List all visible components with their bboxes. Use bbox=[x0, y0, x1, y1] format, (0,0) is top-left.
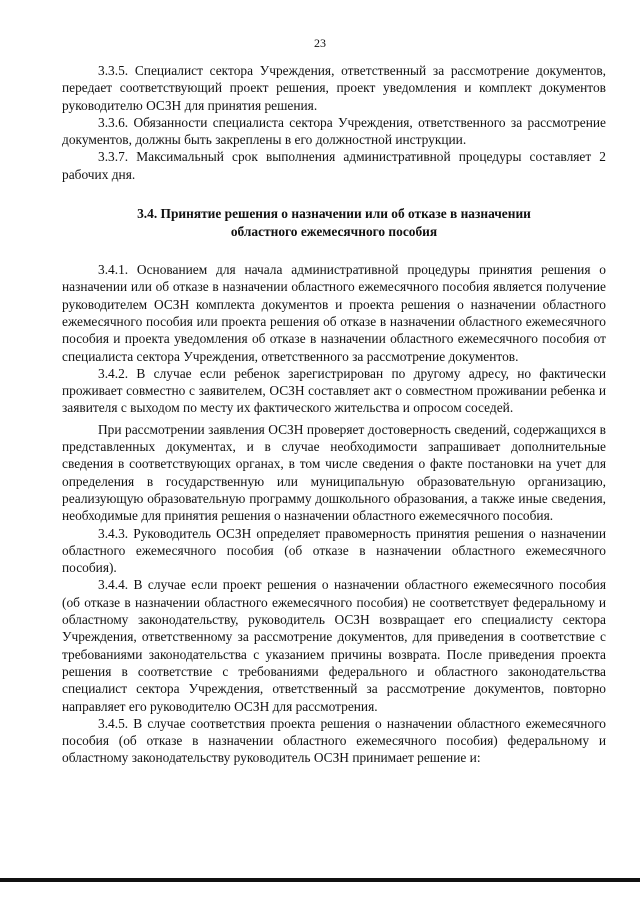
paragraph-3-3-5: 3.3.5. Специалист сектора Учреждения, ответственный за рассмотрение документов, передает соответствующий проект решения, проект уведомления и комплект документов руководителю ОСЗН для принятия решения. bbox=[62, 63, 606, 113]
paragraph-3-3-7: 3.3.7. Максимальный срок выполнения административной процедуры составляет 2 рабочих дня. bbox=[62, 149, 606, 182]
document-body bbox=[62, 62, 606, 767]
paragraph-3-4-2: 3.4.2. В случае если ребенок зарегистрирован по другому адресу, но фактически проживает совместно с заявителем, ОСЗН составляет акт о совместном проживании ребенка и заявителя с выходом по месту их фактического жительства и опросом соседей. bbox=[62, 365, 606, 416]
paragraph-3-4-4: 3.4.4. В случае если проект решения о назначении областного ежемесячного пособия (об отказе в назначении областного ежемесячного пособия) не соответствует федеральному и областному законодательству, руководитель ОСЗН возвращает его специалисту сектора Учреждения, ответственному за рассмотрение документов, для приведения в соответствие с требованиями законодательства с указанием причины возврата. После приведения проекта решения в соответствие с требованиями федерального и областного законодательства специалист сектора Учреждения, ответственный за рассмотрение документов, повторно направляет его руководителю ОСЗН для рассмотрения. bbox=[62, 577, 606, 714]
paragraph-3-3-6: 3.3.6. Обязанности специалиста сектора Учреждения, ответственного за рассмотрение документов, должны быть закреплены в его должностной инструкции. bbox=[62, 114, 606, 148]
paragraph-verification: При рассмотрении заявления ОСЗН проверяет достоверность сведений, содержащихся в представленных документах, и в случае необходимости запрашивает дополнительные сведения в соответствующих органах, в том числе сведения о факте постановки на учет для определения в государственную или муниципальную образовательную организацию, реализующую образовательную программу дошкольного образования, а также иные сведения, необходимые для принятия решения о назначении областного ежемесячного пособия. bbox=[62, 421, 606, 524]
paragraph-3-4-3: 3.4.3. Руководитель ОСЗН определяет правомерность принятия решения о назначении областного ежемесячного пособия (об отказе в назначении областного ежемесячного пособия). bbox=[62, 525, 606, 576]
section-title-line-1: 3.4. Принятие решения о назначении или об отказе в назначении bbox=[137, 206, 531, 222]
page-number: 23 bbox=[314, 36, 326, 50]
section-title-line-2: областного ежемесячного пособия bbox=[230, 223, 438, 239]
section-title bbox=[62, 205, 606, 240]
paragraph-3-4-1: 3.4.1. Основанием для начала административной процедуры принятия решения о назначении или об отказе в назначении областного ежемесячного пособия является получение руководителем ОСЗН комплекта документов и проекта решения о назначении областного ежемесячного пособия или проекта решения об отказе в назначении областного ежемесячного пособия и проекта уведомления об отказе в назначении областного ежемесячного пособия от специалиста сектора Учреждения, ответственного за рассмотрение документов. bbox=[62, 262, 606, 364]
paragraph-3-4-5: 3.4.5. В случае соответствия проекта решения о назначении областного ежемесячного пособия (об отказе в назначении областного ежемесячного пособия) федеральному и областному законодательству руководитель ОСЗН принимает решение и: bbox=[62, 715, 606, 766]
bottom-rule bbox=[0, 878, 640, 882]
